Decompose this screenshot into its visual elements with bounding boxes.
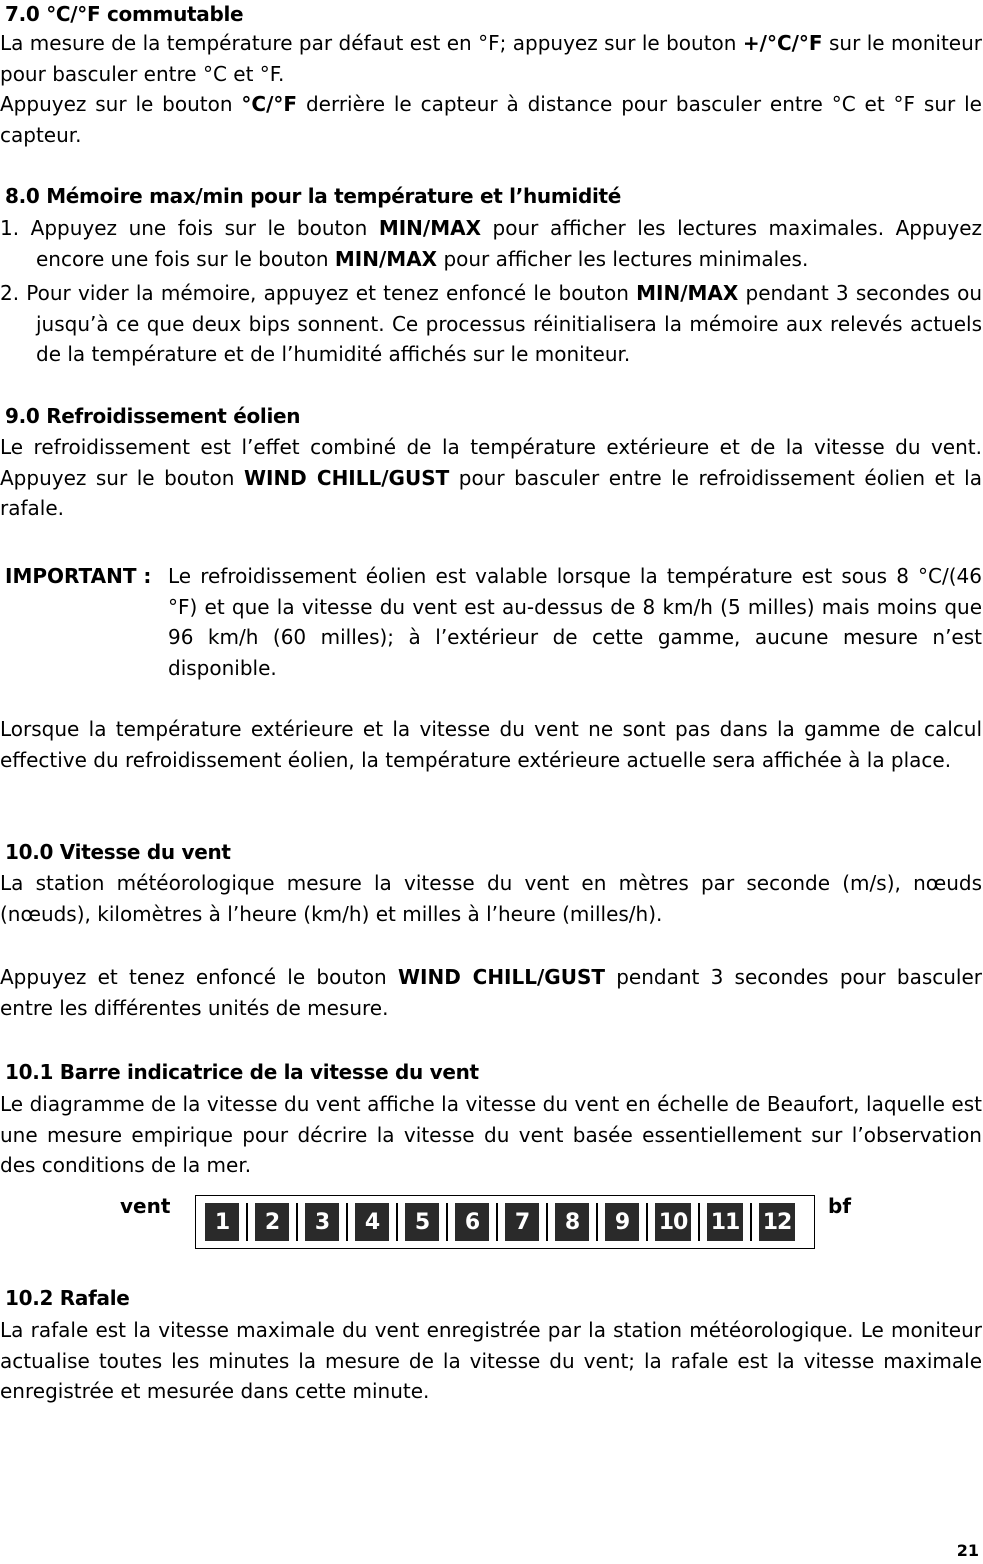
beaufort-level-6: 6 <box>455 1203 489 1241</box>
section-10-2-paragraph: La rafale est la vitesse maximale du vent enregistrée par la station météorologique. Le moniteur actualise toutes les minutes la mesure de la vitesse du vent; la rafale est la vitesse maximale enregistrée et mesurée dans cette minute. <box>0 1318 982 1403</box>
beaufort-level-11: 11 <box>707 1203 743 1241</box>
section-8-item-2: 2. Pour vider la mémoire, appuyez et tenez enfoncé le bouton MIN/MAX pendant 3 secondes ou jusqu’à ce que deux bips sonnent. Ce processus réinitialisera la mémoire aux relevés actuels de la température et de l’humidité affichés sur le moniteur. <box>0 281 983 366</box>
section-10-title: 10.0 Vitesse du vent <box>5 840 231 864</box>
button-name: °C/°F <box>241 92 298 116</box>
section-8-title: 8.0 Mémoire max/min pour la température et l’humidité <box>5 184 622 208</box>
beaufort-level-4: 4 <box>355 1203 389 1241</box>
scale-divider <box>346 1203 348 1241</box>
scale-divider <box>546 1203 548 1241</box>
scale-divider <box>396 1203 398 1241</box>
scale-divider <box>446 1203 448 1241</box>
section-10-paragraph-1: La station météorologique mesure la vitesse du vent en mètres par seconde (m/s), nœuds (nœuds), kilomètres à l’heure (km/h) et milles à l’heure (milles/h). <box>0 871 982 926</box>
scale-left-label: vent <box>120 1194 171 1218</box>
beaufort-scale-bar <box>195 1195 815 1249</box>
section-9-paragraph-2: Lorsque la température extérieure et la vitesse du vent ne sont pas dans la gamme de calcul effective du refroidissement éolien, la température extérieure actuelle sera affichée à la place. <box>0 717 982 772</box>
beaufort-level-12: 12 <box>759 1203 795 1241</box>
section-8-item-1: 1. Appuyez une fois sur le bouton MIN/MAX pour afficher les lectures maximales. Appuyez encore une fois sur le bouton MIN/MAX pour afficher les lectures minimales. <box>0 216 983 271</box>
scale-divider <box>596 1203 598 1241</box>
scale-divider <box>750 1203 752 1241</box>
section-10-2-title: 10.2 Rafale <box>5 1286 130 1310</box>
section-9-paragraph-1: Le refroidissement est l’effet combiné de la température extérieure et de la vitesse du vent. Appuyez sur le bouton WIND CHILL/GUST pour basculer entre le refroidissement éolien et la rafale. <box>0 435 982 520</box>
scale-divider <box>496 1203 498 1241</box>
button-name: +/°C/°F <box>742 31 823 55</box>
beaufort-level-2: 2 <box>255 1203 289 1241</box>
section-10-1-title: 10.1 Barre indicatrice de la vitesse du vent <box>5 1060 479 1084</box>
scale-divider <box>646 1203 648 1241</box>
section-7-paragraph-1: La mesure de la température par défaut est en °F; appuyez sur le bouton +/°C/°F sur le moniteur pour basculer entre °C et °F. <box>0 31 982 86</box>
section-7-paragraph-2: Appuyez sur le bouton °C/°F derrière le capteur à distance pour basculer entre °C et °F sur le capteur. <box>0 92 982 147</box>
section-7-title: 7.0 °C/°F commutable <box>5 2 244 26</box>
scale-right-label: bf <box>828 1194 852 1218</box>
scale-divider <box>698 1203 700 1241</box>
section-9-title: 9.0 Refroidissement éolien <box>5 404 301 428</box>
section-10-paragraph-2: Appuyez et tenez enfoncé le bouton WIND CHILL/GUST pendant 3 secondes pour basculer entre les différentes unités de mesure. <box>0 965 982 1020</box>
beaufort-level-8: 8 <box>555 1203 589 1241</box>
beaufort-level-9: 9 <box>605 1203 639 1241</box>
beaufort-level-3: 3 <box>305 1203 339 1241</box>
important-label: IMPORTANT : <box>5 564 152 588</box>
scale-divider <box>246 1203 248 1241</box>
section-10-1-paragraph: Le diagramme de la vitesse du vent affiche la vitesse du vent en échelle de Beaufort, laquelle est une mesure empirique pour décrire la vitesse du vent basée essentiellement sur l’observation des conditions de la mer. <box>0 1092 982 1177</box>
important-text: Le refroidissement éolien est valable lorsque la température est sous 8 °C/(46 °F) et que la vitesse du vent est au-dessus de 8 km/h (5 milles) mais moins que 96 km/h (60 milles); à l’extérieur de cette gamme, aucune mesure n’est disponible. <box>168 564 982 680</box>
page-number: 21 <box>956 1541 979 1560</box>
scale-divider <box>296 1203 298 1241</box>
beaufort-level-7: 7 <box>505 1203 539 1241</box>
beaufort-level-5: 5 <box>405 1203 439 1241</box>
beaufort-level-10: 10 <box>655 1203 691 1241</box>
beaufort-level-1: 1 <box>205 1203 239 1241</box>
